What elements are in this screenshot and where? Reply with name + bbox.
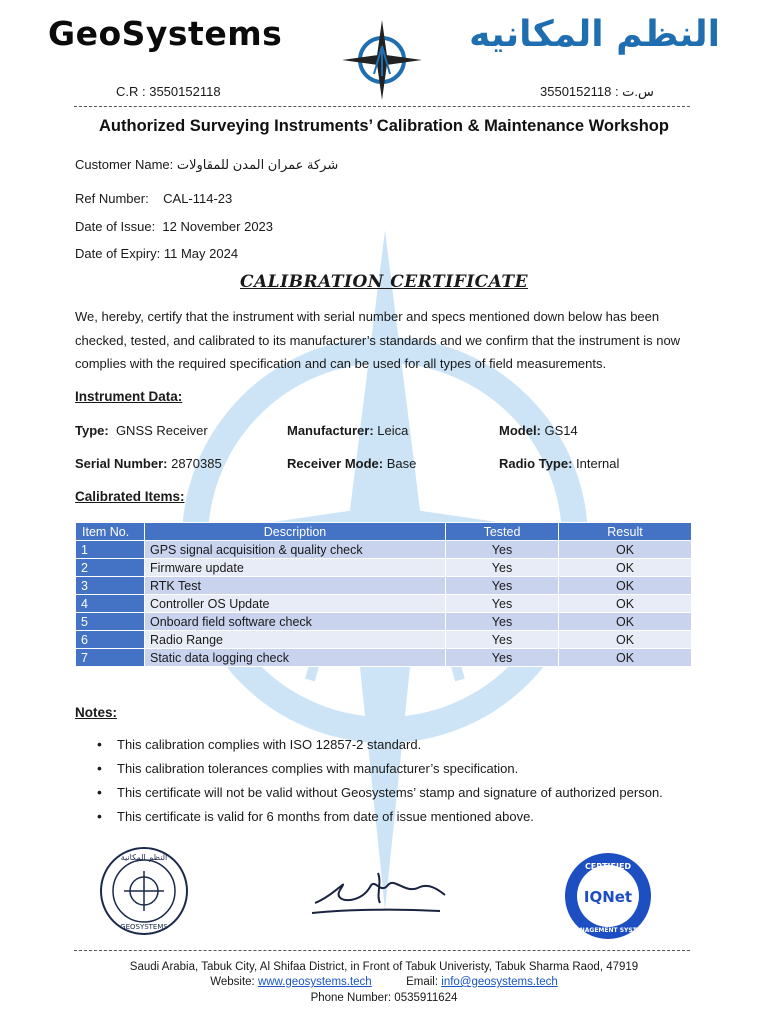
item-result: OK bbox=[559, 613, 692, 631]
customer-name: Customer Name: شركة عمران المدن للمقاولات bbox=[75, 157, 339, 172]
svg-text:النظم المكانية: النظم المكانية bbox=[120, 853, 168, 862]
table-row bbox=[76, 631, 692, 649]
list-item: • This calibration tolerances complies with manufacturer’s specification. bbox=[97, 761, 663, 785]
item-description: Onboard field software check bbox=[145, 613, 446, 631]
item-result: OK bbox=[559, 595, 692, 613]
item-number: 7 bbox=[76, 649, 145, 667]
item-tested: Yes bbox=[446, 577, 559, 595]
list-item: • This calibration complies with ISO 12857-2 standard. bbox=[97, 737, 663, 761]
item-tested: Yes bbox=[446, 541, 559, 559]
website-link[interactable]: www.geosystems.tech bbox=[257, 976, 372, 988]
item-result: OK bbox=[559, 649, 692, 667]
calibrated-items-table bbox=[75, 522, 692, 667]
item-result: OK bbox=[559, 577, 692, 595]
table-header-row bbox=[76, 523, 692, 541]
date-of-issue: Date of Issue: 12 November 2023 bbox=[75, 219, 274, 234]
email-link[interactable]: info@geosystems.tech bbox=[441, 976, 558, 988]
item-tested: Yes bbox=[446, 595, 559, 613]
column-header: Description bbox=[145, 523, 446, 541]
brand-logo-text: GeoSystems bbox=[48, 14, 283, 53]
instrument-receiver-mode: Receiver Mode: Base bbox=[287, 456, 417, 471]
item-number: 5 bbox=[76, 613, 145, 631]
footer-contacts: Website: www.geosystems.tech Email: info@geosystems.tech bbox=[210, 976, 558, 988]
date-of-expiry: Date of Expiry: 11 May 2024 bbox=[75, 246, 239, 261]
svg-text:CERTIFIED: CERTIFIED bbox=[584, 862, 632, 871]
item-tested: Yes bbox=[446, 649, 559, 667]
authorized-signature bbox=[310, 865, 450, 920]
list-item: • This certificate will not be valid without Geosystems’ stamp and signature of authorized person. bbox=[97, 785, 663, 809]
item-number: 1 bbox=[76, 541, 145, 559]
table-row bbox=[76, 541, 692, 559]
item-description: Firmware update bbox=[145, 559, 446, 577]
statement-line: We, hereby, certify that the instrument with serial number and specs mentioned down below has been bbox=[75, 309, 660, 324]
notes-list bbox=[97, 737, 663, 833]
notes-heading: Notes: bbox=[75, 705, 118, 720]
certificate-statement bbox=[75, 305, 695, 376]
item-tested: Yes bbox=[446, 559, 559, 577]
item-description: Static data logging check bbox=[145, 649, 446, 667]
item-number: 3 bbox=[76, 577, 145, 595]
svg-text:GEOSYSTEMS: GEOSYSTEMS bbox=[120, 923, 168, 931]
item-tested: Yes bbox=[446, 613, 559, 631]
item-number: 6 bbox=[76, 631, 145, 649]
iqnet-certified-badge bbox=[563, 851, 653, 941]
item-description: Radio Range bbox=[145, 631, 446, 649]
item-result: OK bbox=[559, 541, 692, 559]
table-row bbox=[76, 613, 692, 631]
statement-line: checked, tested, and calibrated to its manufacturer’s standards and we confirm that the instrument is now bbox=[75, 332, 681, 348]
instrument-radio-type: Radio Type: Internal bbox=[499, 456, 620, 471]
header-divider bbox=[74, 106, 690, 107]
column-header: Item No. bbox=[76, 523, 145, 541]
footer-divider bbox=[74, 950, 690, 951]
footer-phone: Phone Number: 0535911624 bbox=[310, 992, 458, 1004]
instrument-serial: Serial Number: 2870385 bbox=[75, 456, 222, 471]
instrument-model: Model: GS14 bbox=[499, 423, 578, 438]
column-header: Tested bbox=[446, 523, 559, 541]
item-number: 4 bbox=[76, 595, 145, 613]
svg-text:MANAGEMENT SYSTEM: MANAGEMENT SYSTEM bbox=[569, 927, 647, 934]
certificate-title: CALIBRATION CERTIFICATE bbox=[239, 272, 529, 292]
table-row bbox=[76, 577, 692, 595]
item-number: 2 bbox=[76, 559, 145, 577]
brand-logo-arabic: النظم المكانيه bbox=[469, 14, 720, 55]
cr-number-ar: 3550152118 : س.ت bbox=[540, 84, 654, 99]
item-description: GPS signal acquisition & quality check bbox=[145, 541, 446, 559]
table-row bbox=[76, 595, 692, 613]
item-tested: Yes bbox=[446, 631, 559, 649]
item-result: OK bbox=[559, 631, 692, 649]
compass-logo-icon bbox=[340, 18, 424, 102]
instrument-data-heading: Instrument Data: bbox=[75, 389, 183, 404]
table-row bbox=[76, 649, 692, 667]
cr-number-en: C.R : 3550152118 bbox=[116, 84, 221, 99]
calibrated-items-heading: Calibrated Items: bbox=[75, 489, 185, 504]
statement-line: complies with the required specification and can be used for all types of field measurements. bbox=[75, 356, 607, 371]
svg-text:IQNet: IQNet bbox=[583, 888, 633, 906]
item-description: Controller OS Update bbox=[145, 595, 446, 613]
column-header: Result bbox=[559, 523, 692, 541]
instrument-type: Type: GNSS Receiver bbox=[75, 423, 208, 438]
company-seal-stamp bbox=[98, 845, 190, 937]
footer-address: Saudi Arabia, Tabuk City, Al Shifaa District, in Front of Tabuk Univeristy, Tabuk Sharma Raod, 47919 bbox=[129, 961, 639, 973]
item-description: RTK Test bbox=[145, 577, 446, 595]
ref-number: Ref Number: CAL-114-23 bbox=[75, 191, 233, 206]
table-row bbox=[76, 559, 692, 577]
instrument-manufacturer: Manufacturer: Leica bbox=[287, 423, 409, 438]
workshop-title: Authorized Surveying Instruments’ Calibration & Maintenance Workshop bbox=[99, 117, 669, 135]
item-result: OK bbox=[559, 559, 692, 577]
list-item: • This certificate is valid for 6 months from date of issue mentioned above. bbox=[97, 809, 663, 833]
